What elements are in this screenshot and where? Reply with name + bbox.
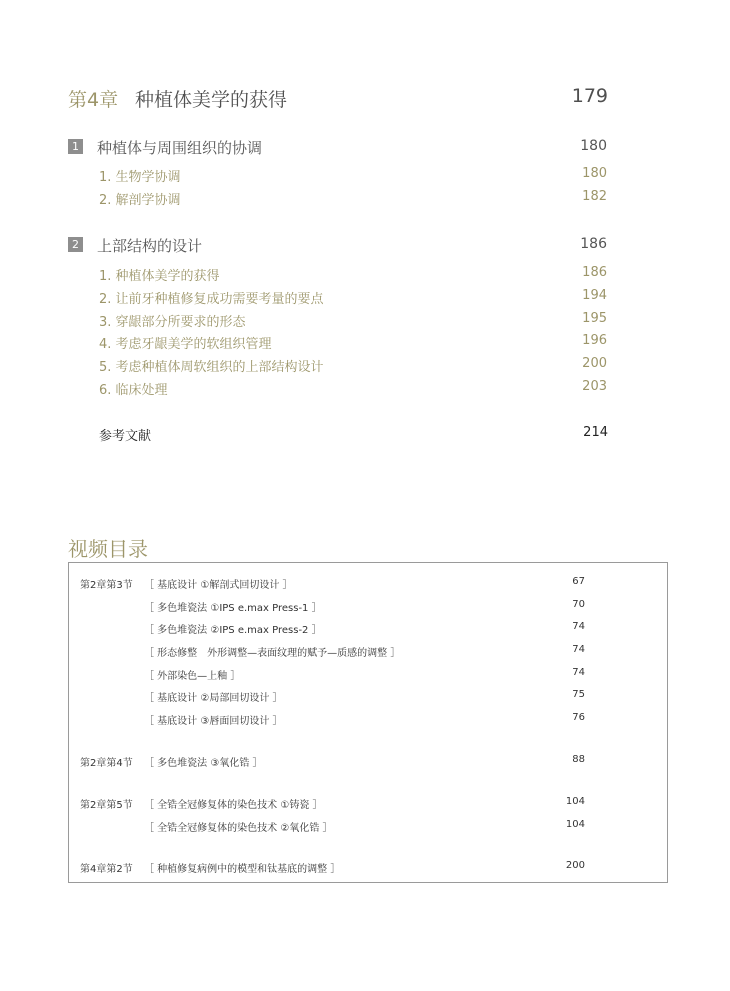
- video-title[interactable]: ［ 基底设计 ②局部回切设计 ］: [144, 693, 283, 704]
- subsection-page: 186: [582, 265, 607, 280]
- video-title[interactable]: ［ 多色堆瓷法 ③氧化锆 ］: [144, 758, 263, 769]
- video-page: 104: [565, 796, 585, 807]
- video-title[interactable]: ［ 形态修整 外形调整—表面纹理的赋予—质感的调整 ］: [144, 648, 401, 659]
- section-title: 种植体与周围组织的协调: [97, 139, 263, 157]
- chapter-number: 第4章: [68, 89, 119, 111]
- video-title[interactable]: ［ 多色堆瓷法 ①IPS e.max Press-1 ］: [144, 603, 322, 614]
- subsection-title: 3. 穿龈部分所要求的形态: [99, 315, 246, 330]
- references-title: 参考文献: [99, 429, 152, 444]
- video-title[interactable]: ［ 多色堆瓷法 ②IPS e.max Press-2 ］: [144, 625, 322, 636]
- subsection-title: 1. 生物学协调: [99, 170, 181, 185]
- section-page: 186: [580, 236, 607, 252]
- video-page: 88: [572, 754, 585, 765]
- subsection-title: 6. 临床处理: [99, 383, 168, 398]
- video-page: 74: [572, 667, 585, 678]
- video-title[interactable]: ［ 外部染色—上釉 ］: [144, 671, 241, 682]
- video-title[interactable]: ［ 全锆全冠修复体的染色技术 ①铸瓷 ］: [144, 800, 323, 811]
- video-page: 67: [572, 576, 585, 587]
- chapter-title: 种植体美学的获得: [135, 89, 288, 111]
- references-page: 214: [583, 425, 608, 440]
- video-page: 200: [565, 860, 585, 871]
- subsection-title: 5. 考虑种植体周软组织的上部结构设计: [99, 360, 324, 375]
- video-page: 76: [572, 712, 585, 723]
- subsection-title: 1. 种植体美学的获得: [99, 269, 220, 284]
- video-contents-heading: 视频目录: [68, 537, 148, 561]
- subsection-page: 194: [582, 288, 607, 303]
- video-section-label: 第2章第4节: [80, 758, 133, 769]
- video-title[interactable]: ［ 全锆全冠修复体的染色技术 ②氧化锆 ］: [144, 823, 333, 834]
- subsection-page: 182: [582, 189, 607, 204]
- video-page: 104: [565, 819, 585, 830]
- video-page: 70: [572, 599, 585, 610]
- subsection-page: 203: [582, 379, 607, 394]
- video-title[interactable]: ［ 种植修复病例中的模型和钛基底的调整 ］: [144, 864, 341, 875]
- subsection-page: 180: [582, 166, 607, 181]
- video-page: 74: [572, 621, 585, 632]
- video-title[interactable]: ［ 基底设计 ①解剖式回切设计 ］: [144, 580, 293, 591]
- subsection-page: 196: [582, 333, 607, 348]
- section-title: 上部结构的设计: [97, 237, 203, 255]
- video-section-label: 第2章第3节: [80, 580, 133, 591]
- subsection-page: 200: [582, 356, 607, 371]
- section-badge: 2: [68, 237, 83, 252]
- video-section-label: 第4章第2节: [80, 864, 133, 875]
- chapter-page: 179: [571, 85, 608, 107]
- subsection-title: 2. 让前牙种植修复成功需要考量的要点: [99, 292, 324, 307]
- subsection-page: 195: [582, 311, 607, 326]
- subsection-title: 4. 考虑牙龈美学的软组织管理: [99, 337, 272, 352]
- subsection-title: 2. 解剖学协调: [99, 193, 181, 208]
- video-page: 75: [572, 689, 585, 700]
- video-title[interactable]: ［ 基底设计 ③唇面回切设计 ］: [144, 716, 283, 727]
- video-section-label: 第2章第5节: [80, 800, 133, 811]
- video-page: 74: [572, 644, 585, 655]
- section-page: 180: [580, 138, 607, 154]
- section-badge: 1: [68, 139, 83, 154]
